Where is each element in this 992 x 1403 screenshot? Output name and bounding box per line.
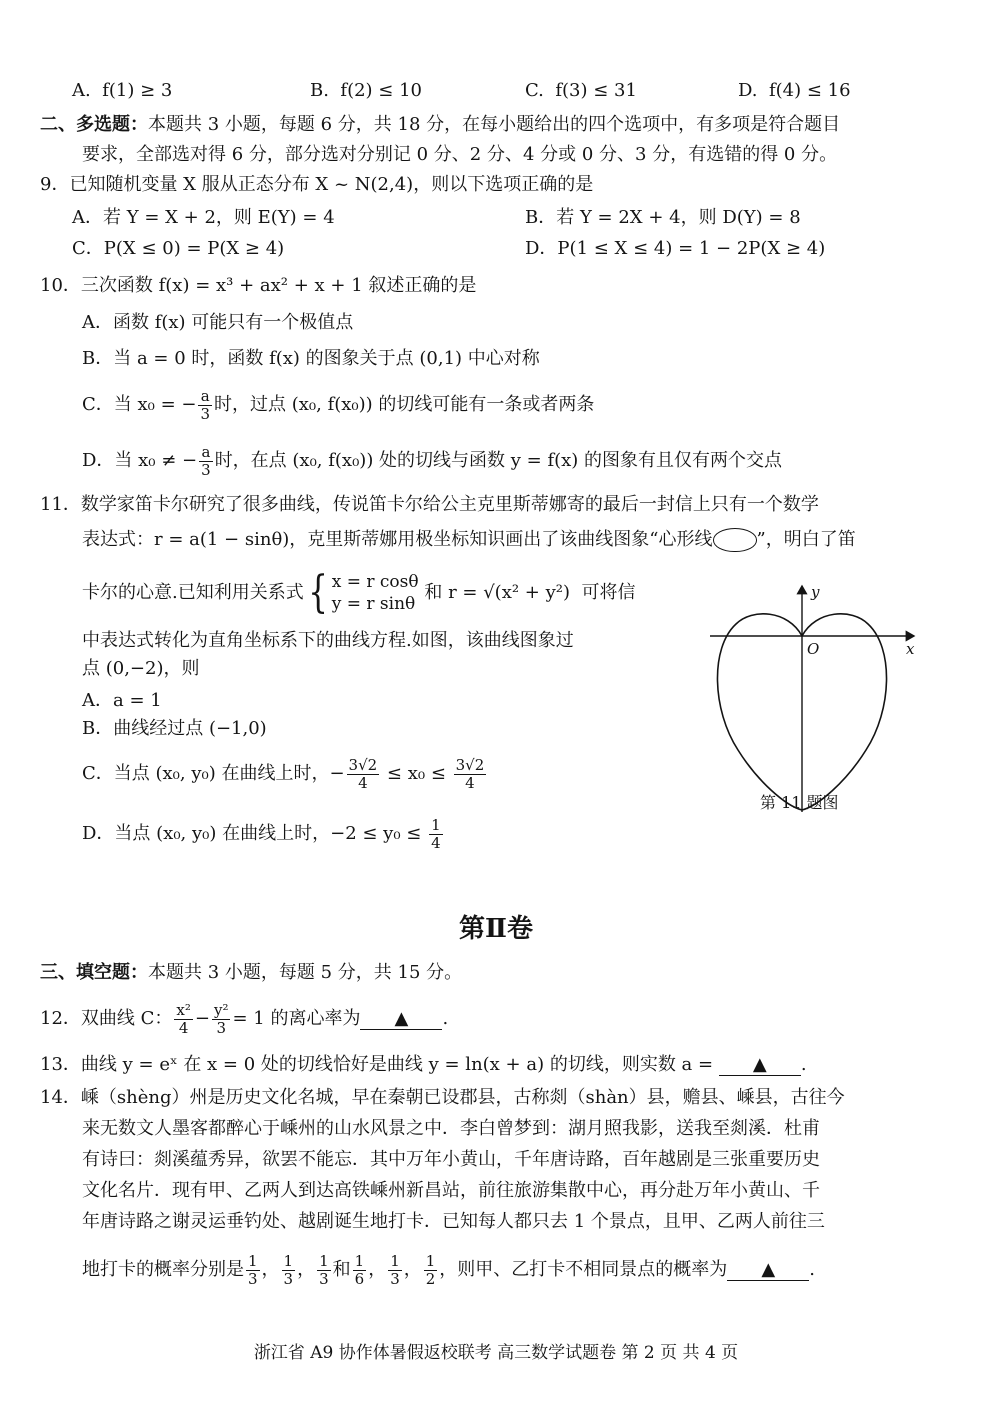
q8-option-b: B. f(2) ≤ 10 xyxy=(310,80,422,101)
q9-option-d: D．P(1 ≤ X ≤ 4) = 1 − 2P(X ≥ 4) xyxy=(525,238,826,259)
q10-option-a: A．函数 f(x) 可能只有一个极值点 xyxy=(82,312,354,333)
section2-line2: 要求，全部选对得 6 分，部分选对分别记 0 分、2 分、4 分或 0 分、3 分，有选错的得 0 分。 xyxy=(82,144,838,165)
q11-line3: 卡尔的心意.已知利用关系式{ x = r cosθ y = r sinθ 和 r = √(x² + y²) 可将信 xyxy=(82,567,636,618)
q9-option-c: C．P(X ≤ 0) = P(X ≥ 4) xyxy=(72,238,285,259)
q14-frac-6: $\frac{1}{2}$ xyxy=(425,1251,436,1288)
q14-frac-4: $\frac{1}{6}$ xyxy=(354,1251,365,1288)
q11-line1: 11．数学家笛卡尔研究了很多曲线，传说笛卡尔给公主克里斯蒂娜寄的最后一封信上只有一个数学 xyxy=(40,494,819,515)
q14-line6: 地打卡的概率分别是 $\frac{1}{3}$ ， $\frac{1}{3}$ ， $\frac{1}{3}$ 和 $\frac{1}{6}$ ， $\frac{1}{3}$ ， $\frac{1}{2}$ ，则甲、乙打卡不相同景点的概率为 ▲ . xyxy=(82,1251,816,1288)
q12-fraction-y: $\frac{\text{y²}}{3}$ xyxy=(213,1000,229,1037)
q13-answer-blank[interactable]: ▲ xyxy=(719,1055,801,1076)
y-axis-label: y xyxy=(811,583,820,601)
q12-answer-blank[interactable]: ▲ xyxy=(360,1009,442,1030)
q14-answer-blank[interactable]: ▲ xyxy=(727,1260,809,1281)
q11-c-fraction-2: $\frac{3√2}{4}$ xyxy=(455,755,485,792)
q11-option-d: D．当点 (x₀, y₀) 在曲线上时，−2 ≤ y₀ ≤ $\frac{1}{4}$ xyxy=(82,815,441,852)
q12-fraction-x: $\frac{\text{x²}}{4}$ xyxy=(176,1000,191,1037)
q10-c-fraction: $\frac{a}{3}$ xyxy=(200,386,211,423)
q10-option-b: B．当 a = 0 时，函数 f(x) 的图象关于点 (0,1) 中心对称 xyxy=(82,348,540,369)
q14-line1: 14．嵊（shèng）州是历史文化名城，早在秦朝已设郡县，古称剡（shàn）县，赡县、嵊县，古往今 xyxy=(40,1087,845,1108)
q11-line5: 点 (0,−2)，则 xyxy=(82,658,200,679)
q8-option-c: C. f(3) ≤ 31 xyxy=(525,80,637,101)
q8-option-d: D. f(4) ≤ 16 xyxy=(738,80,851,101)
q14-line4: 文化名片．现有甲、乙两人到达高铁嵊州新昌站，前往旅游集散中心，再分赴万年小黄山、千 xyxy=(82,1180,820,1201)
q11-option-a: A．a = 1 xyxy=(82,690,162,711)
q14-frac-1: $\frac{1}{3}$ xyxy=(248,1251,258,1288)
q9-option-b: B．若 Y = 2X + 4，则 D(Y) = 8 xyxy=(525,207,801,228)
q14-frac-3: $\frac{1}{3}$ xyxy=(319,1251,329,1288)
q14-line2: 来无数文人墨客都醉心于嵊州的山水风景之中．李白曾梦到：湖月照我影，送我至剡溪．杜甫 xyxy=(82,1118,820,1139)
x-axis-label: x xyxy=(906,640,915,658)
q10-d-fraction: $\frac{a}{3}$ xyxy=(201,442,211,479)
q14-frac-2: $\frac{1}{3}$ xyxy=(283,1251,294,1288)
q11-option-c: C．当点 (x₀, y₀) 在曲线上时，− $\frac{3√2}{4}$ ≤ x₀ ≤ $\frac{3√2}{4}$ xyxy=(82,755,485,792)
brace-icon: { xyxy=(307,567,328,618)
q9-stem: 9．已知随机变量 X 服从正态分布 X ~ N(2,4)，则以下选项正确的是 xyxy=(40,174,594,195)
q9-option-a: A．若 Y = X + 2，则 E(Y) = 4 xyxy=(72,207,335,228)
figure-caption: 第 11 题图 xyxy=(760,793,839,812)
q11-line4: 中表达式转化为直角坐标系下的曲线方程.如图，该曲线图象过 xyxy=(82,630,574,651)
q8-option-a: A. f(1) ≥ 3 xyxy=(72,80,173,101)
origin-label: O xyxy=(807,640,820,658)
q11-d-fraction: $\frac{1}{4}$ xyxy=(431,815,441,852)
section3-heading: 三、填空题： xyxy=(40,962,148,983)
q12: 12．双曲线 C： $\frac{\text{x²}}{4}$ − $\frac{\text{y²}}{3}$ = 1 的离心率为 ▲ . xyxy=(40,1000,449,1037)
q13: 13．曲线 y = eˣ 在 x = 0 处的切线恰好是曲线 y = ln(x + a) 的切线，则实数 a = ▲ . xyxy=(40,1054,807,1075)
q14-line5: 年唐诗路之谢灵运垂钓处、越剧诞生地打卡．已知每人都只去 1 个景点，且甲、乙两人前往三 xyxy=(82,1211,825,1232)
section2-line1: 二、多选题：本题共 3 小题，每题 6 分，共 18 分，在每小题给出的四个选项中，有多项是符合题目 xyxy=(40,114,841,135)
q10-stem: 10．三次函数 f(x) = x³ + ax² + x + 1 叙述正确的是 xyxy=(40,275,477,296)
cardioid-figure xyxy=(700,580,930,820)
q10-option-c: C．当 x₀ = − $\frac{a}{3}$ 时，过点 (x₀, f(x₀)) 的切线可能有一条或者两条 xyxy=(82,386,595,423)
q14-frac-5: $\frac{1}{3}$ xyxy=(390,1251,400,1288)
q11-line2: 表达式：r = a(1 − sinθ)，克里斯蒂娜用极坐标知识画出了该曲线图象“心形线 ”，明白了笛 xyxy=(82,529,856,550)
page-footer: 浙江省 A9 协作体暑假返校联考 高三数学试题卷 第 2 页 共 4 页 xyxy=(253,1343,739,1363)
q14-line3: 有诗曰：剡溪蕴秀异，欲罢不能忘．其中万年小黄山，千年唐诗路，百年越剧是三张重要历史 xyxy=(82,1149,820,1170)
section2-heading: 二、多选题： xyxy=(40,114,148,135)
q10-option-d: D．当 x₀ ≠ − $\frac{a}{3}$ 时，在点 (x₀, f(x₀)) 处的切线与函数 y = f(x) 的图象有且仅有两个交点 xyxy=(82,442,783,479)
part2-title: 第Ⅱ卷 xyxy=(459,914,533,944)
section3-line: 三、填空题：本题共 3 小题，每题 5 分，共 15 分。 xyxy=(40,962,463,983)
heart-curve-icon xyxy=(713,528,757,552)
q11-c-fraction-1: $\frac{3√2}{4}$ xyxy=(348,755,378,792)
coordinate-system: x = r cosθ y = r sinθ xyxy=(331,572,419,614)
q11-option-b: B．曲线经过点 (−1,0) xyxy=(82,718,267,739)
